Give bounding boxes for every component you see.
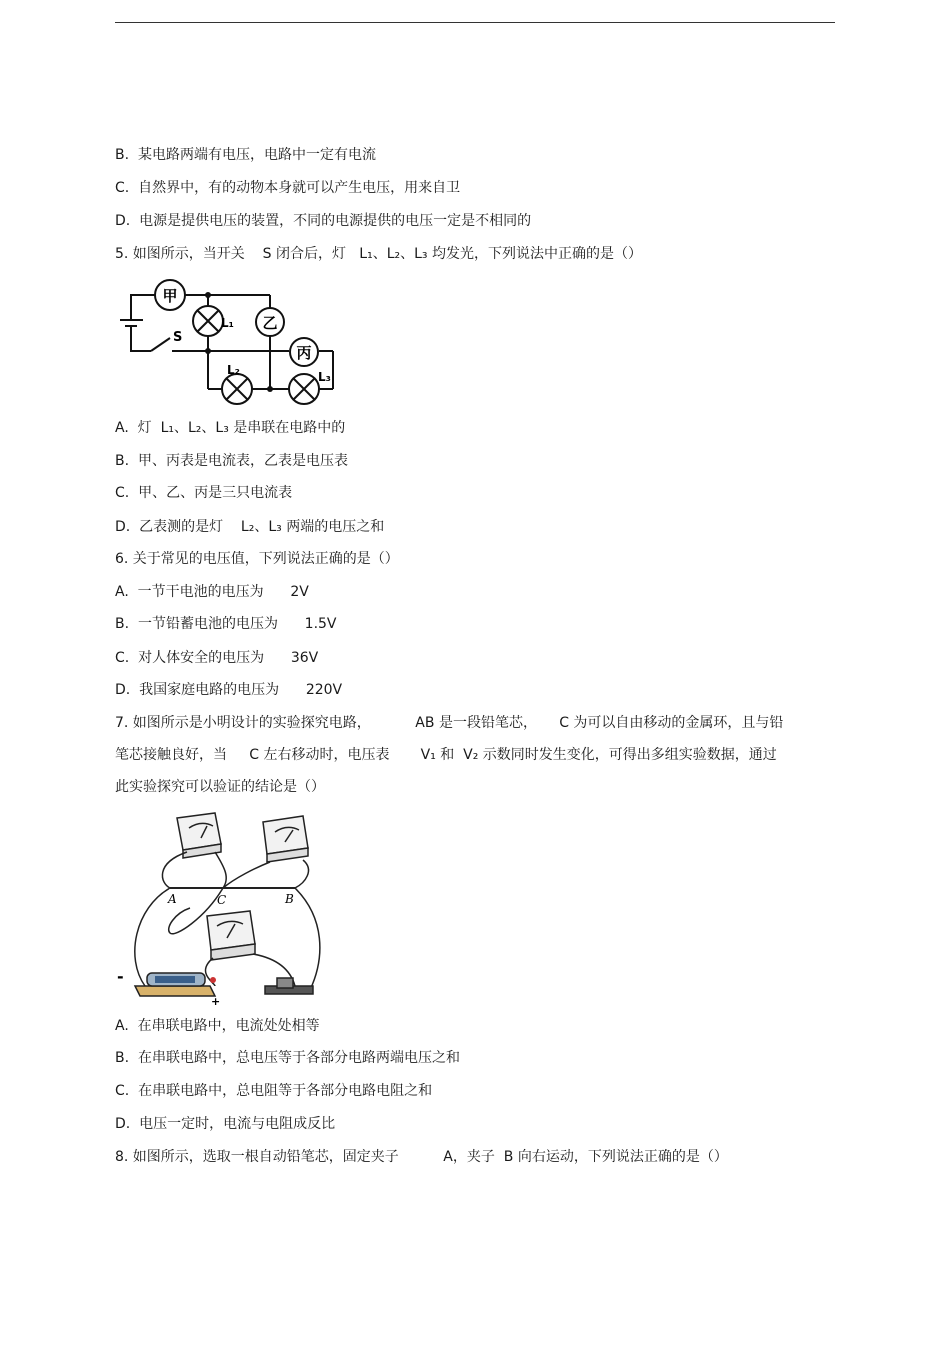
header-rule [115,22,835,23]
option-c-q6: C. 对人体安全的电压为 36V [115,650,319,666]
plus-terminal-label: + [211,995,221,1008]
point-b-label: B [285,892,294,906]
circuit-figure-1 [115,278,345,408]
option-a-q7: A. 在串联电路中，电流处处相等 [115,1018,320,1034]
option-d-q7: D. 电压一定时，电流与电阻成反比 [115,1116,336,1132]
option-c-q4: C. 自然界中，有的动物本身就可以产生电压，用来自卫 [115,180,461,196]
lamp-3-label: L₃ [318,370,331,384]
option-c-q5: C. 甲、乙、丙是三只电流表 [115,485,293,501]
question-7-line-1: 7. 如图所示是小明设计的实验探究电路， AB 是一段铅笔芯， C 为可以自由移动的金属环，且与铅 [115,715,784,731]
option-d-q4: D. 电源是提供电压的装置，不同的电源提供的电压一定是不相同的 [115,213,532,229]
minus-terminal-label: - [117,967,124,986]
option-c-q7: C. 在串联电路中，总电阻等于各部分电路电阻之和 [115,1083,433,1099]
option-a-q5: A. 灯 L₁、L₂、L₃ 是串联在电路中的 [115,420,346,436]
switch-label: S [173,330,183,345]
meter-yi-label: 乙 [262,314,278,332]
option-b-q5: B. 甲、丙表是电流表，乙表是电压表 [115,453,348,469]
question-8: 8. 如图所示，选取一根自动铅笔芯，固定夹子 A，夹子 B 向右运动，下列说法正确的是（） [115,1149,728,1165]
meter-jia-label: 甲 [162,287,178,305]
question-5: 5. 如图所示，当开关 S 闭合后，灯 L₁、L₂、L₃ 均发光，下列说法中正确的是（） [115,246,642,262]
option-b-q6: B. 一节铅蓄电池的电压为 1.5V [115,616,337,632]
option-d-q6: D. 我国家庭电路的电压为 220V [115,682,343,698]
option-b-q7: B. 在串联电路中，总电压等于各部分电路两端电压之和 [115,1050,460,1066]
lamp-2-label: L₂ [227,363,240,377]
lamp-1-label: L₁ [221,316,234,330]
meter-bing-label: 丙 [296,344,312,362]
option-b-q4: B. 某电路两端有电压，电路中一定有电流 [115,147,376,163]
question-7-line-3: 此实验探究可以验证的结论是（） [115,779,325,795]
experiment-figure-2 [115,808,340,1008]
question-7-line-2: 笔芯接触良好，当 C 左右移动时，电压表 V₁ 和 V₂ 示数同时发生变化，可得出多组实验数据，通过 [115,747,777,763]
question-6: 6. 关于常见的电压值，下列说法正确的是（） [115,551,399,567]
point-c-label: C [217,893,227,907]
option-d-q5: D. 乙表测的是灯 L₂、L₃ 两端的电压之和 [115,519,385,535]
option-a-q6: A. 一节干电池的电压为 2V [115,584,309,600]
point-a-label: A [168,892,177,906]
